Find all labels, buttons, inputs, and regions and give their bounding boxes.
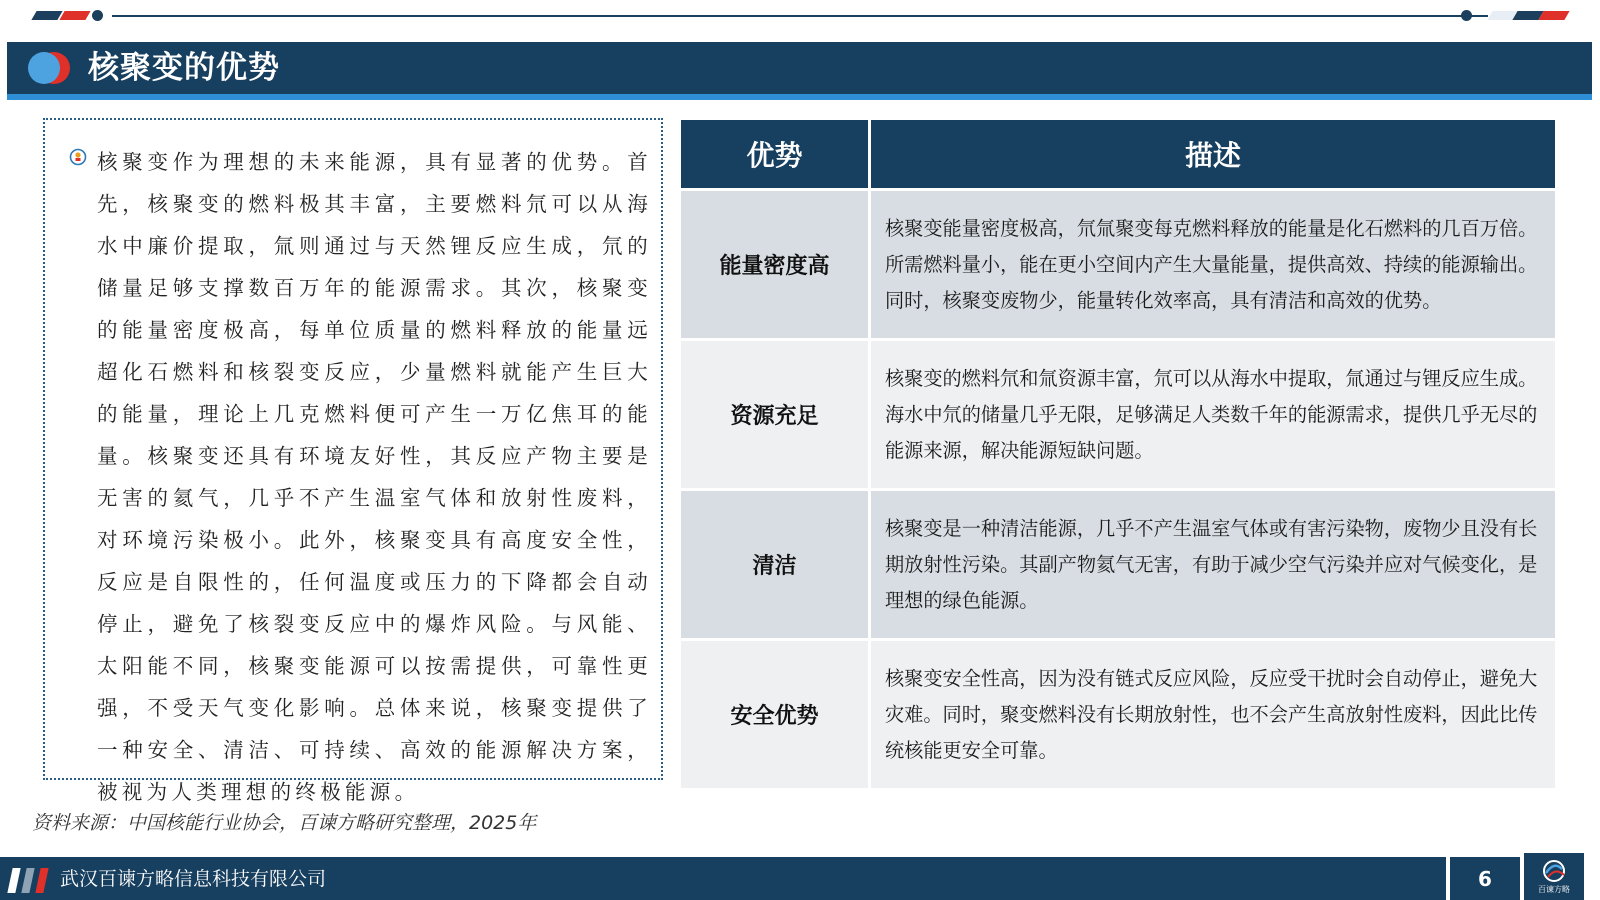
deco-dot xyxy=(92,10,103,21)
title-underline xyxy=(7,94,1592,100)
deco-stripe xyxy=(1538,11,1569,20)
description-cell: 核聚变是一种清洁能源，几乎不产生温室气体或有害污染物，废物少且没有长期放射性污染。其副产物氦气无害，有助于减少空气污染并应对气候变化，是理想的绿色能源。 xyxy=(871,491,1555,638)
logo-icon xyxy=(1540,859,1568,883)
table-row xyxy=(681,191,1555,338)
deco-stripe xyxy=(59,11,90,20)
source-note: 资料来源：中国核能行业协会，百谏方略研究整理，2025年 xyxy=(32,812,537,834)
advantage-cell: 安全优势 xyxy=(681,641,868,788)
company-logo xyxy=(1524,853,1584,900)
deco-line xyxy=(112,15,1488,17)
deco-dot xyxy=(1461,10,1472,21)
advantage-cell: 清洁 xyxy=(681,491,868,638)
table-header-row xyxy=(681,120,1555,188)
summary-paragraph: 核聚变作为理想的未来能源，具有显著的优势。首先，核聚变的燃料极其丰富，主要燃料氘可以从海水中廉价提取，氚则通过与天然锂反应生成，氘的储量足够支撑数百万年的能源需求。其次，核聚变的能量密度极高，每单位质量的燃料释放的能量远超化石燃料和核裂变反应，少量燃料就能产生巨大的能量，理论上几克燃料便可产生一万亿焦耳的能量。核聚变还具有环境友好性，其反应产物主要是无害的氦气，几乎不产生温室气体和放射性废料，对环境污染极小。此外，核聚变具有高度安全性，反应是自限性的，任何温度或压力的下降都会自动停止，避免了核裂变反应中的爆炸风险。与风能、太阳能不同，核聚变能源可以按需提供，可靠性更强，不受天气变化影响。总体来说，核聚变提供了一种安全、清洁、可持续、高效的能源解决方案，被视为人类理想的终极能源。 xyxy=(97,150,652,804)
logo-text: 百谏方略 xyxy=(1538,884,1570,894)
advantages-table xyxy=(681,120,1555,788)
advantage-cell: 能量密度高 xyxy=(681,191,868,338)
title-circle-icon xyxy=(27,50,77,86)
page-number: 6 xyxy=(1450,857,1520,900)
page-title: 核聚变的优势 xyxy=(88,50,280,86)
table-row xyxy=(681,641,1555,788)
header-description: 描述 xyxy=(871,120,1555,188)
table-row xyxy=(681,341,1555,488)
table-row xyxy=(681,491,1555,638)
description-cell: 核聚变的燃料氘和氚资源丰富，氘可以从海水中提取，氚通过与锂反应生成。海水中氘的储量几乎无限，足够满足人类数千年的能源需求，提供几乎无尽的能源来源，解决能源短缺问题。 xyxy=(871,341,1555,488)
header-advantage: 优势 xyxy=(681,120,868,188)
description-cell: 核聚变能量密度极高，氘氚聚变每克燃料释放的能量是化石燃料的几百万倍。所需燃料量小，能在更小空间内产生大量能量，提供高效、持续的能源输出。同时，核聚变废物少，能量转化效率高，具有清洁和高效的优势。 xyxy=(871,191,1555,338)
advantage-cell: 资源充足 xyxy=(681,341,868,488)
description-cell: 核聚变安全性高，因为没有链式反应风险，反应受干扰时会自动停止，避免大灾难。同时，聚变燃料没有长期放射性，也不会产生高放射性废料，因此比传统核能更安全可靠。 xyxy=(871,641,1555,788)
company-name: 武汉百谏方略信息科技有限公司 xyxy=(60,868,327,890)
deco-stripe xyxy=(31,11,62,20)
summary-text-box xyxy=(43,118,663,804)
atom-bullet-icon xyxy=(69,148,87,166)
